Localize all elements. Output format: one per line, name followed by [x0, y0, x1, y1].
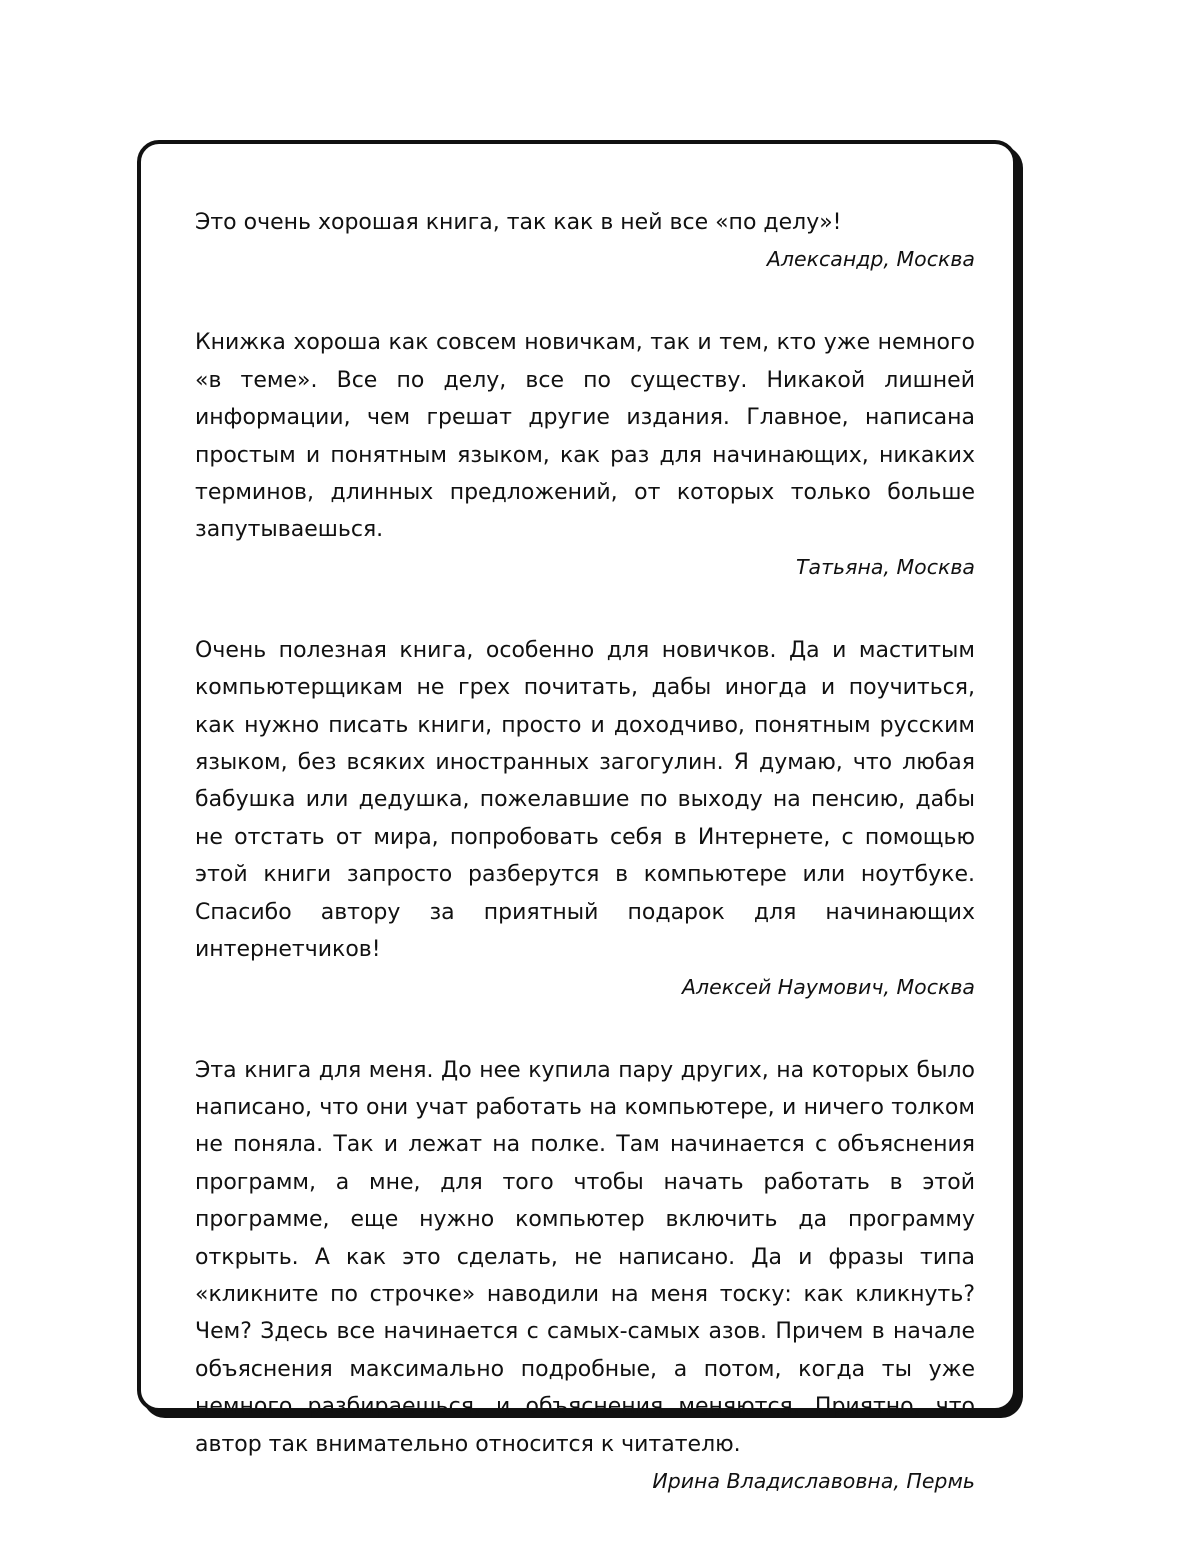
review-text: Книжка хороша как совсем новичкам, так и тем, кто уже немного «в теме». Все по делу, все по существу. Никакой лишней информации, чем грешат другие издания. Главное, написана простым и понятным языком, как раз для начинающих, никаких терминов, длинных предложений, от которых только больше запутываешься.	[195, 330, 975, 543]
review-item	[195, 204, 975, 278]
review-text: Эта книга для меня. До нее купила пару других, на которых было написано, что они учат работать на компьютере, и ничего толком не поняла. Так и лежат на полке. Там начинается с объяснения программ, а мне, для того чтобы начать работать в этой программе, еще нужно компьютер включить да программу открыть. А как это сделать, не написано. Да и фразы типа «кликните по строчке» наводили на меня тоску: как кликнуть? Чем? Здесь все начинается с самых-самых азов. Причем в начале объяснения максимально подробные, а потом, когда ты уже немного разбираешься, и объяснения меняются. Приятно, что автор так внимательно относится к читателю.	[195, 1057, 975, 1457]
review-item	[195, 632, 975, 1006]
reviews-frame	[137, 140, 1017, 1493]
review-text: Очень полезная книга, особенно для новичков. Да и маститым компьютерщикам не грех почитать, дабы иногда и поучиться, как нужно писать книги, просто и доходчиво, понятным русским языком, без всяких иностранных загогулин. Я думаю, что любая бабушка или дедушка, пожелавшие по выходу на пенсию, дабы не отстать от мира, попробовать себя в Интернете, с помощью этой книги запросто разберутся в компьютере или ноутбуке. Спасибо автору за приятный подарок для начинающих интернетчиков!	[195, 637, 975, 963]
review-author: Алексей Наумович, Москва	[681, 974, 975, 999]
review-author: Александр, Москва	[766, 247, 975, 272]
reviews-list	[195, 204, 975, 1546]
review-author: Ирина Владиславовна, Пермь	[652, 1468, 975, 1493]
review-item	[195, 324, 975, 585]
review-author: Татьяна, Москва	[796, 554, 975, 579]
review-item	[195, 1052, 975, 1500]
review-text: Это очень хорошая книга, так как в ней все «по делу»!	[195, 210, 842, 235]
